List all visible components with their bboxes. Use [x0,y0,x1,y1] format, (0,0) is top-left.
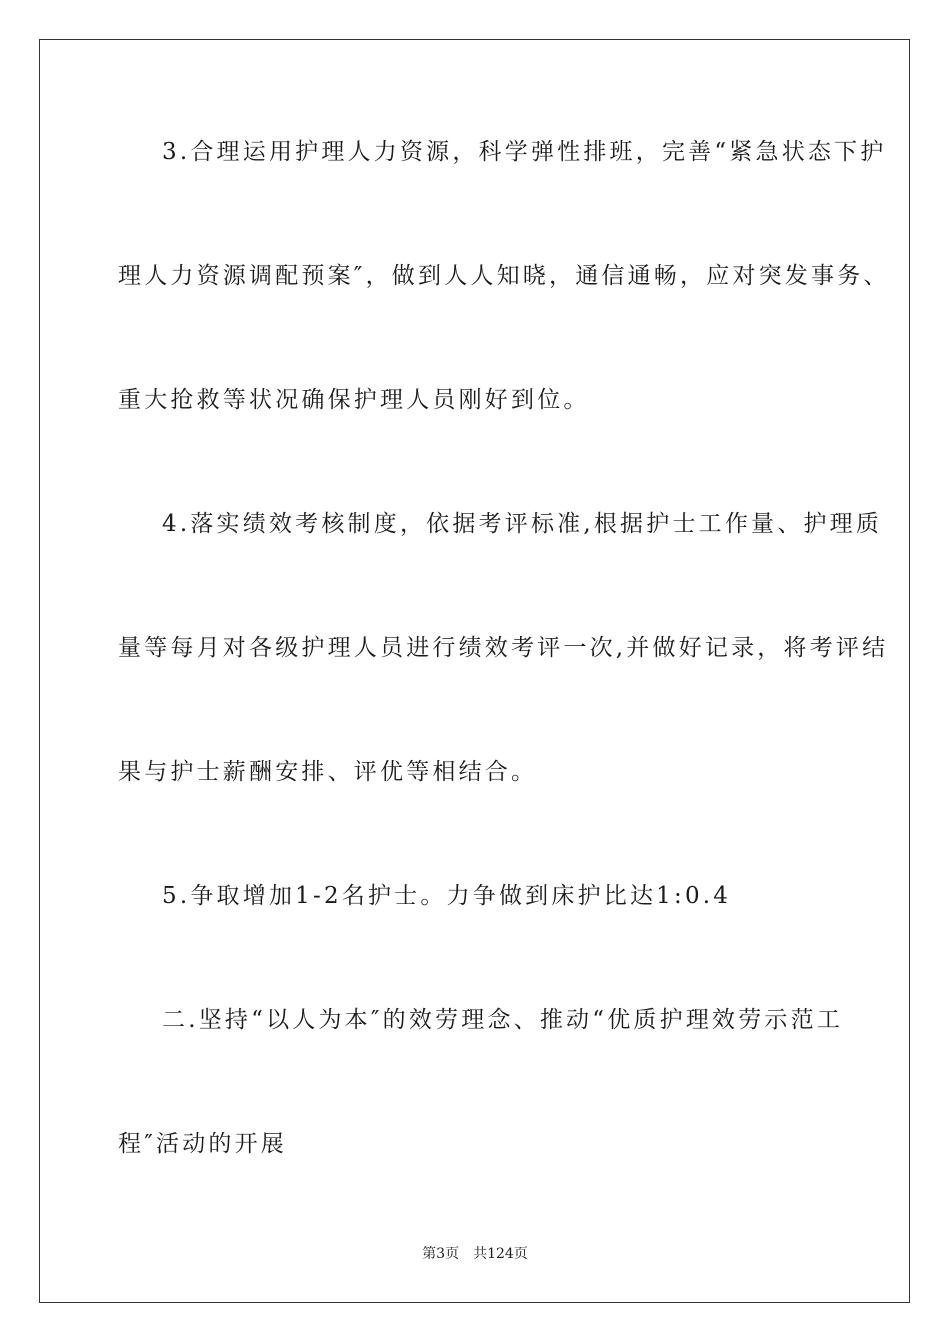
page-border [39,39,910,1303]
paragraph-3-line-1: 3.合理运用护理人力资源，科学弹性排班，完善“紧急状态下护 [162,139,887,165]
paragraph-4-line-2: 量等每月对各级护理人员进行绩效考评一次,并做好记录，将考评结 [118,635,889,661]
section-2-heading-line-2: 程″活动的开展 [118,1131,287,1157]
section-2-heading-line-1: 二.坚持“以人为本″的效劳理念、推动“优质护理效劳示范工 [162,1007,844,1033]
paragraph-4-line-3: 果与护士薪酬安排、评优等相结合。 [118,759,538,785]
paragraph-5-line-1: 5.争取增加1-2名护士。力争做到床护比达1:0.4 [162,883,732,909]
page-number-footer: 第3页 共124页 [422,1246,528,1262]
paragraph-4-line-1: 4.落实绩效考核制度，依据考评标准,根据护士工作量、护理质 [162,511,883,537]
paragraph-3-line-3: 重大抢救等状况确保护理人员刚好到位。 [118,387,590,413]
paragraph-3-line-2: 理人力资源调配预案″，做到人人知晓，通信通畅，应对突发事务、 [118,263,890,289]
